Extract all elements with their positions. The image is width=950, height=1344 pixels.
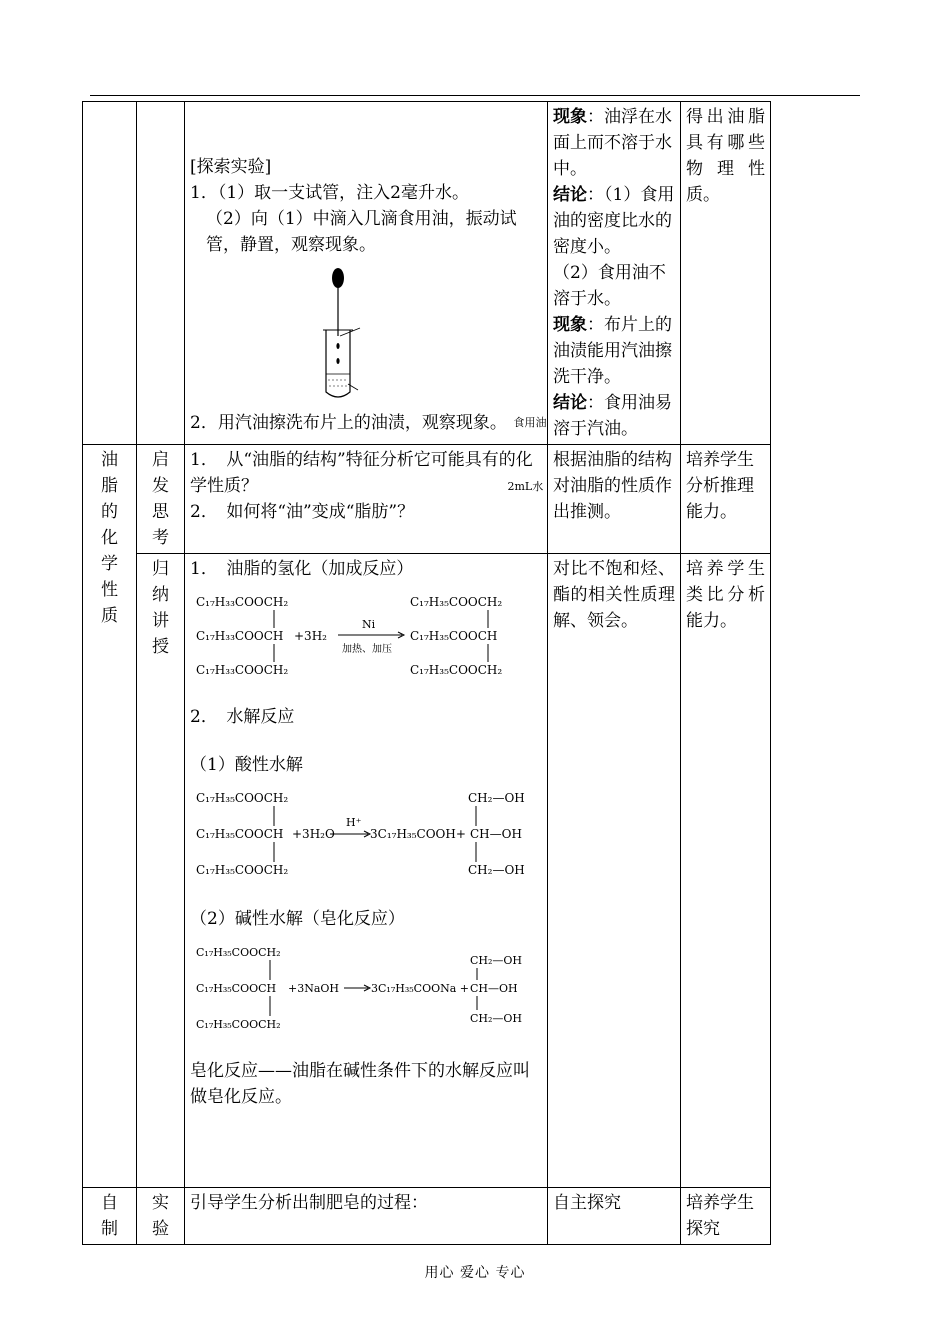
eq-text: C₁₇H₃₅COOCH₂	[196, 863, 289, 877]
cell-activity: 自主探究	[548, 1188, 681, 1245]
cell-activity	[548, 102, 681, 445]
cell-content	[185, 554, 548, 1188]
eq-text: C₁₇H₃₅COOCH₂	[410, 595, 503, 609]
conclusion-label: 结论	[553, 185, 587, 205]
experiment-step: 2．用汽油擦洗布片上的油渍，观察现象。	[190, 413, 507, 433]
eq-text: +3NaOH	[288, 982, 340, 995]
eq-text: C₁₇H₃₅COOCH₂	[196, 946, 281, 959]
cell-intent: 培养学生类比分析能力。	[681, 554, 771, 1188]
eq-text: C₁₇H₃₃COOCH₂	[196, 595, 289, 609]
observation-text: ：布片上的油渍能用汽油擦洗干净。	[553, 315, 672, 387]
figure-label-oil: 食用油	[513, 415, 547, 429]
section-heading: 1． 油脂的氢化（加成反应）	[190, 559, 414, 579]
cell-activity: 对比不饱和烃、酯的相关性质理解、领会。	[548, 554, 681, 1188]
experiment-step: （2）向（1）中滴入几滴食用油，振动试管，静置，观察现象。	[206, 209, 517, 255]
figure-label-water: 2mL水	[507, 479, 544, 493]
eq-text: 3C₁₇H₃₅COOH+	[370, 827, 466, 841]
question-text: 1． 从“油脂的结构”特征分析它可能具有的化学性质？	[190, 450, 533, 496]
table-row	[83, 1188, 771, 1245]
table-row	[83, 554, 771, 1188]
eq-text: Ni	[362, 618, 376, 631]
page-footer: 用心 爱心 专心	[424, 1265, 526, 1281]
hydrogenation-equation	[192, 590, 532, 682]
cell-intent: 培养学生探究	[681, 1188, 771, 1245]
method-char: 发	[152, 476, 169, 496]
method-char: 授	[152, 637, 169, 657]
topic-char: 脂	[101, 476, 118, 496]
eq-text: C₁₇H₃₅COOCH₂	[196, 1018, 281, 1031]
topic-char: 化	[101, 528, 118, 548]
topic-char: 的	[101, 502, 118, 522]
test-tube-figure	[192, 266, 542, 406]
eq-text: CH₂—OH	[468, 863, 525, 877]
eq-text: C₁₇H₃₅COOCH	[196, 827, 284, 841]
subsection-heading: （2）碱性水解（皂化反应）	[190, 909, 405, 929]
eq-text: C₁₇H₃₃COOCH	[196, 629, 284, 643]
eq-text: H⁺	[346, 816, 362, 829]
method-char: 验	[152, 1219, 169, 1239]
conclusion-text: ：食用油易溶于汽油。	[553, 393, 672, 439]
observation-label: 现象	[553, 315, 587, 335]
eq-text: +3H₂O	[292, 827, 335, 841]
cell-method	[137, 102, 185, 445]
topic-char: 学	[101, 554, 118, 574]
observation-label: 现象	[553, 107, 587, 127]
method-char: 考	[152, 528, 169, 548]
eq-text: CH—OH	[470, 827, 522, 841]
table-row	[83, 102, 771, 445]
cell-method-experiment	[137, 1188, 185, 1245]
method-char: 启	[152, 450, 169, 470]
cell-method-inspire	[137, 445, 185, 554]
cell-topic-chemical-properties	[83, 445, 137, 1188]
topic-char: 性	[101, 580, 118, 600]
method-char: 思	[152, 502, 169, 522]
definition-text: 皂化反应——油脂在碱性条件下的水解反应叫做皂化反应。	[190, 1061, 530, 1107]
acid-hydrolysis-equation	[192, 786, 537, 882]
eq-text: C₁₇H₃₅COOCH	[410, 629, 498, 643]
question-text: 2． 如何将“油”变成“脂肪”？	[190, 502, 415, 522]
eq-text: C₁₇H₃₃COOCH₂	[196, 663, 289, 677]
experiment-step: 1．（1）取一支试管，注入2毫升水。	[190, 183, 469, 203]
eq-text: CH₂—OH	[468, 791, 525, 805]
cell-content	[185, 445, 548, 554]
method-char: 实	[152, 1193, 169, 1213]
method-char: 归	[152, 559, 169, 579]
cell-topic-homemade	[83, 1188, 137, 1245]
method-char: 纳	[152, 585, 169, 605]
cell-method-lecture	[137, 554, 185, 1188]
topic-char: 油	[101, 450, 118, 470]
topic-char: 自	[101, 1193, 118, 1213]
eq-text: C₁₇H₃₅COOCH₂	[196, 791, 289, 805]
section-heading: 2． 水解反应	[190, 707, 295, 727]
conclusion-label: 结论	[553, 393, 587, 413]
eq-text: C₁₇H₃₅COOCH	[196, 982, 277, 995]
conclusion-text: ：（1）食用油的密度比水的密度小。	[553, 185, 675, 257]
observation-text: ：油浮在水面上而不溶于水中。	[553, 107, 672, 179]
eq-text: CH—OH	[470, 982, 518, 995]
eq-text: 加热、加压	[342, 644, 392, 655]
eq-text: 3C₁₇H₃₅COONa +	[371, 982, 469, 995]
conclusion-text: （2）食用油不溶于水。	[553, 263, 666, 309]
experiment-heading: [探索实验]	[190, 157, 272, 177]
eq-text: +3H₂	[294, 629, 327, 643]
topic-char: 质	[101, 606, 118, 626]
saponification-equation	[192, 940, 537, 1036]
cell-intent: 培养学生分析推理能力。	[681, 445, 771, 554]
cell-topic	[83, 102, 137, 445]
eq-text: C₁₇H₃₅COOCH₂	[410, 663, 503, 677]
cell-intent: 得出油脂具有哪些物理性质。	[681, 102, 771, 445]
cell-activity: 根据油脂的结构对油脂的性质作出推测。	[548, 445, 681, 554]
lesson-plan-table	[82, 101, 771, 1245]
header-rule	[90, 95, 860, 96]
topic-char: 制	[101, 1219, 118, 1239]
cell-content: 引导学生分析出制肥皂的过程：	[185, 1188, 548, 1245]
subsection-heading: （1）酸性水解	[190, 755, 303, 775]
method-char: 讲	[152, 611, 169, 631]
eq-text: CH₂—OH	[470, 1012, 523, 1025]
eq-text: CH₂—OH	[470, 954, 523, 967]
table-row	[83, 445, 771, 554]
